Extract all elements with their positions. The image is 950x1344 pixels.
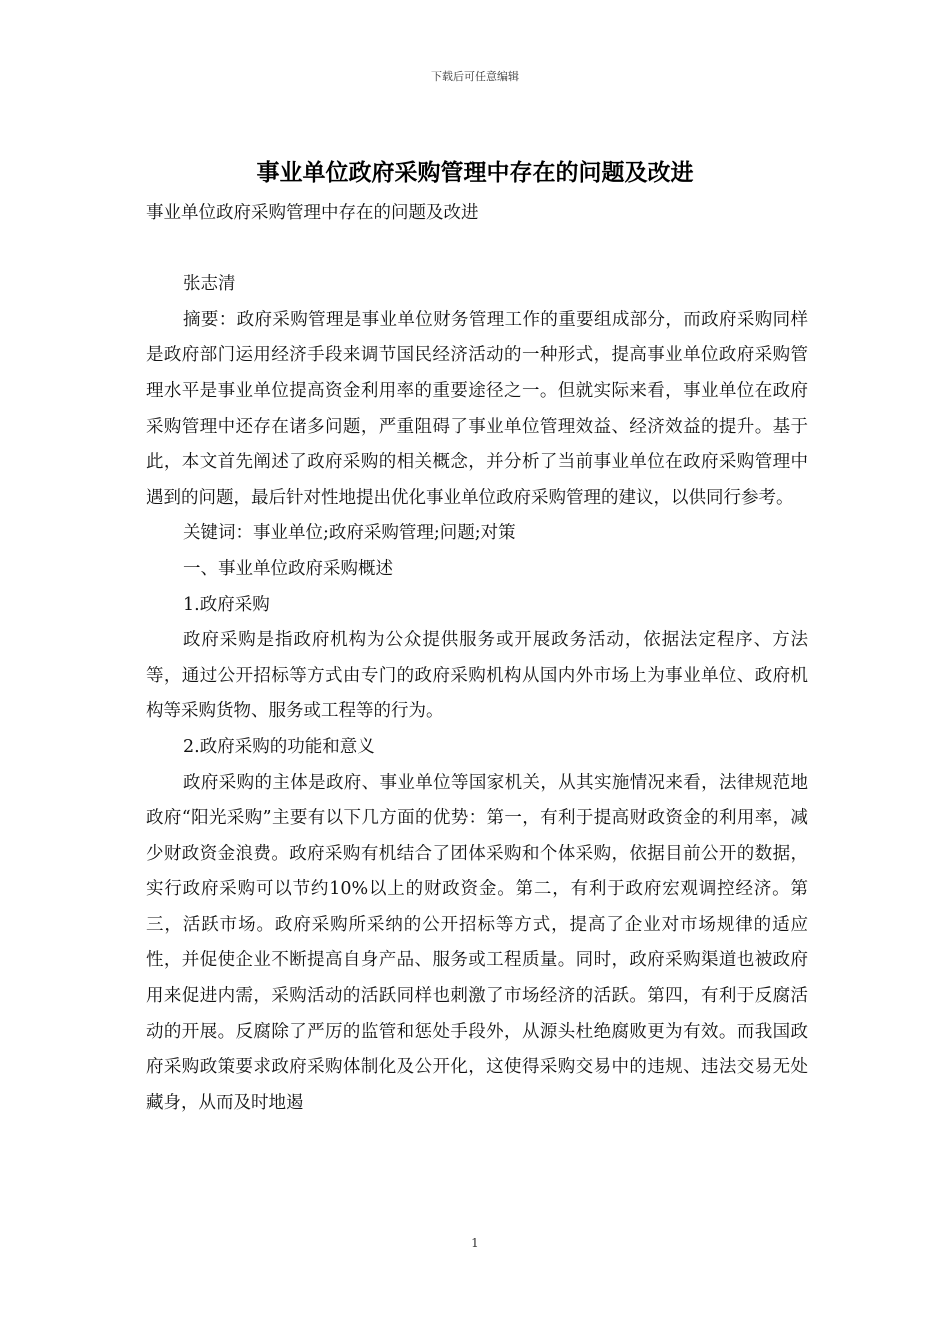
page-number: 1 xyxy=(471,1236,479,1250)
blank-line xyxy=(146,232,808,268)
header-note: 下载后可任意编辑 xyxy=(431,70,519,83)
abstract-paragraph: 摘要：政府采购管理是事业单位财务管理工作的重要组成部分，而政府采购同样是政府部门运用经济手段来调节国民经济活动的一种形式，提高事业单位政府采购管理水平是事业单位提高资金利用率的重要途径之一。但就实际来看，事业单位在政府采购管理中还存在诸多问题，严重阻碍了事业单位管理效益、经济效益的提升。基于此，本文首先阐述了政府采购的相关概念，并分析了当前事业单位在政府采购管理中遇到的问题，最后针对性地提出优化事业单位政府采购管理的建议，以供同行参考。 xyxy=(146,309,808,508)
document-title: 事业单位政府采购管理中存在的问题及改进 xyxy=(256,159,694,186)
subsection-heading: 2.政府采购的功能和意义 xyxy=(183,736,375,757)
document-body xyxy=(146,196,808,1121)
body-paragraph: 政府采购是指政府机构为公众提供服务或开展政务活动，依据法定程序、方法等，通过公开招标等方式由专门的政府采购机构从国内外市场上为事业单位、政府机构等采购货物、服务或工程等的行为。 xyxy=(146,630,808,722)
document-subtitle: 事业单位政府采购管理中存在的问题及改进 xyxy=(146,203,479,223)
author-name: 张志清 xyxy=(183,274,236,295)
subsection-heading: 1.政府采购 xyxy=(183,594,270,615)
body-paragraph: 政府采购的主体是政府、事业单位等国家机关，从其实施情况来看，法律规范地政府“阳光采购”主要有以下几方面的优势：第一，有利于提高财政资金的利用率，减少财政资金浪费。政府采购有机结合了团体采购和个体采购，依据目前公开的数据，实行政府采购可以节约10%以上的财政资金。第二，有利于政府宏观调控经济。第三，活跃市场。政府采购所采纳的公开招标等方式，提高了企业对市场规律的适应性，并促使企业不断提高自身产品、服务或工程质量。同时，政府采购渠道也被政府用来促进内需，采购活动的活跃同样也刺激了市场经济的活跃。第四，有利于反腐活动的开展。反腐除了严厉的监管和惩处手段外，从源头杜绝腐败更为有效。而我国政府采购政策要求政府采购体制化及公开化，这使得采购交易中的违规、违法交易无处藏身，从而及时地遏 xyxy=(146,772,808,1113)
section-heading: 一、事业单位政府采购概述 xyxy=(183,558,393,579)
keywords-line: 关键词：事业单位;政府采购管理;问题;对策 xyxy=(183,523,516,544)
